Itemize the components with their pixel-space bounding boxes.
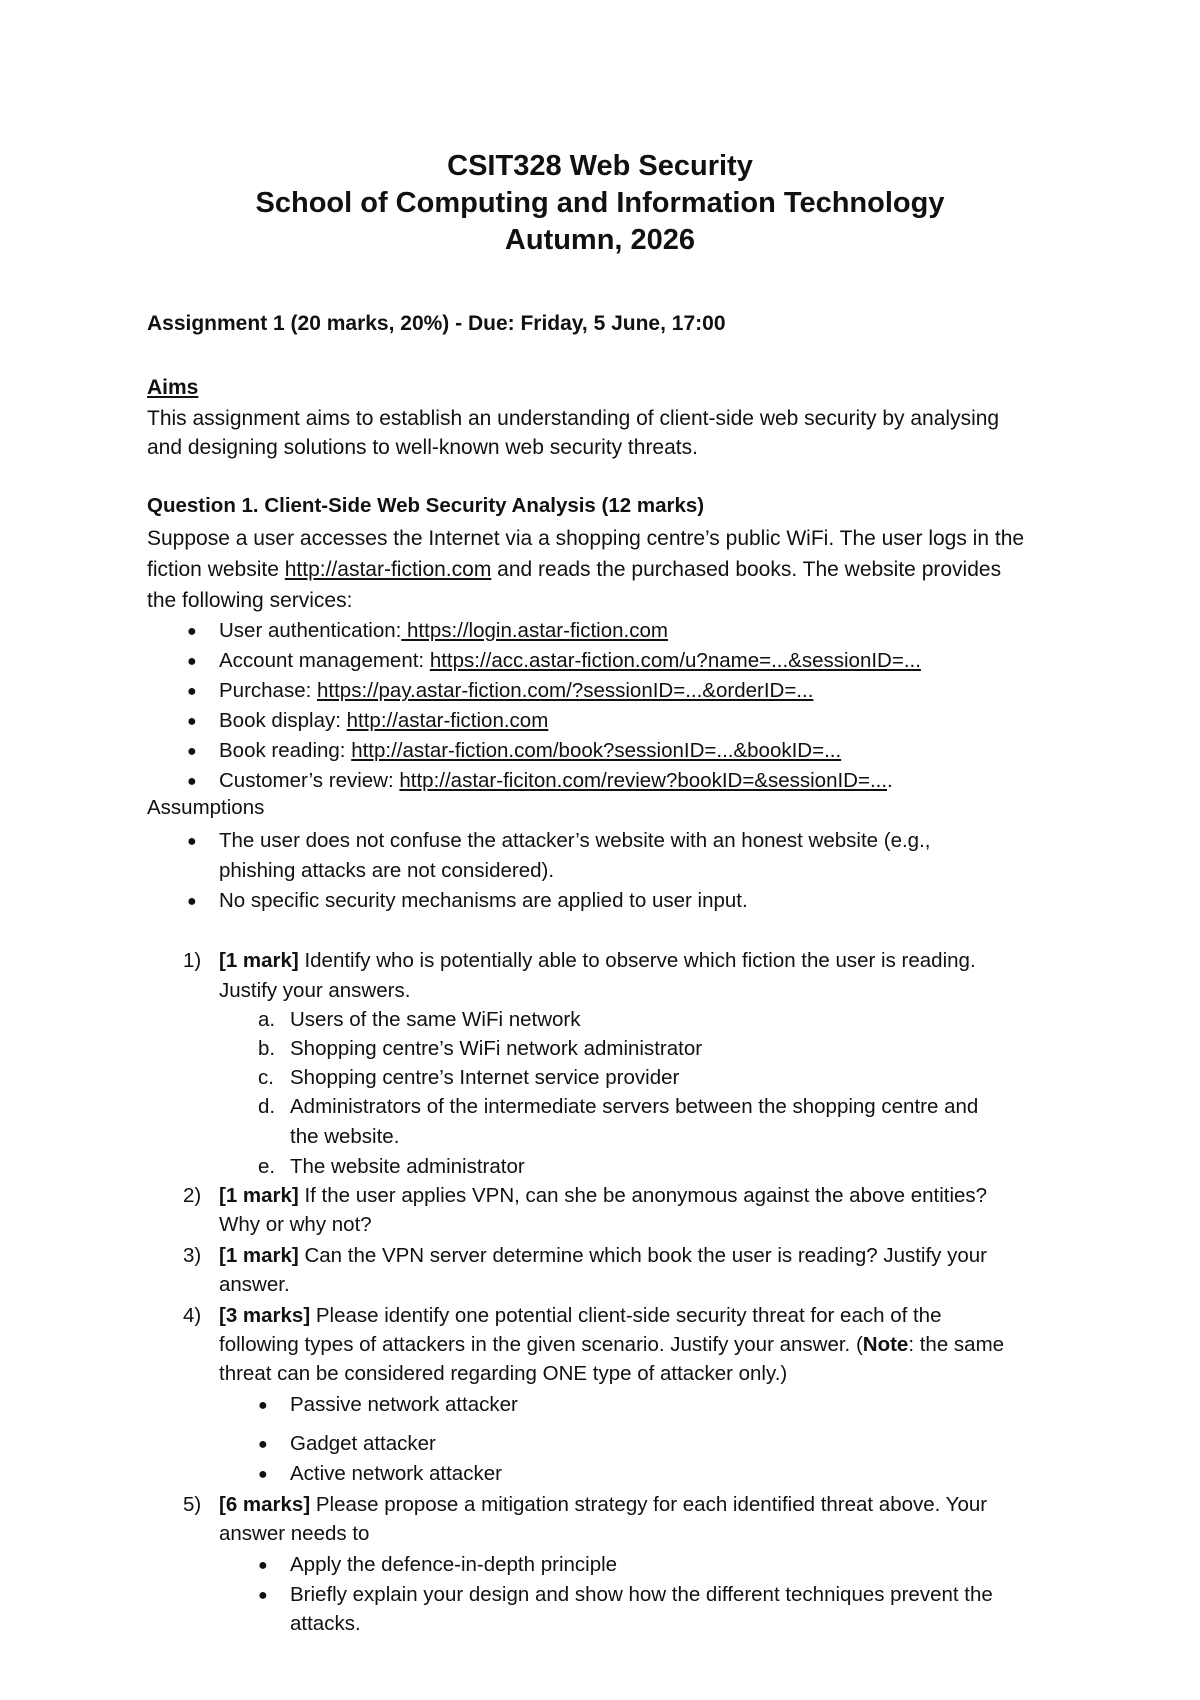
item-text-cont: answer needs to [219, 1522, 370, 1545]
bullet-icon: ● [187, 833, 197, 850]
session-title: Autumn, 2026 [504, 224, 696, 256]
aims-line-1: This assignment aims to establish an understanding of client-side web security by analysing [147, 407, 1000, 430]
bullet-icon: ● [187, 683, 197, 700]
bullet-icon: ● [187, 713, 197, 730]
item-number: 2) [183, 1184, 202, 1207]
intro-text: and reads the purchased books. The website provides [491, 558, 1002, 581]
item-text-cont: answer. [219, 1273, 290, 1296]
attacker-text: Passive network attacker [290, 1393, 518, 1416]
option-text: Administrators of the intermediate servers between the shopping centre and [290, 1095, 979, 1118]
service-suffix: . [887, 769, 893, 792]
service-label: Purchase: [219, 679, 317, 702]
requirement-text: Apply the defence-in-depth principle [290, 1553, 618, 1576]
service-link[interactable]: https://login.astar-fiction.com [401, 619, 668, 642]
bullet-icon: ● [258, 1466, 268, 1483]
service-link[interactable]: http://astar-fiction.com/book?sessionID=...&bookID=... [351, 739, 842, 762]
service-label: Account management: [219, 649, 430, 672]
item-text-cont: threat can be considered regarding ONE type of attacker only.) [219, 1362, 788, 1385]
assumption-text: No specific security mechanisms are applied to user input. [219, 889, 748, 912]
option-letter: d. [258, 1095, 276, 1118]
item-text: If the user applies VPN, can she be anonymous against the above entities? [298, 1184, 988, 1207]
question-intro-1: Suppose a user accesses the Internet via a shopping centre’s public WiFi. The user logs in the [147, 527, 1025, 550]
assumptions-label: Assumptions [147, 796, 265, 819]
assignment-title: Assignment 1 (20 marks, 20%) - Due: Friday, 5 June, 17:00 [147, 312, 726, 335]
bullet-icon: ● [258, 1557, 268, 1574]
option-text: Shopping centre’s Internet service provider [290, 1066, 680, 1089]
item-number: 4) [183, 1304, 202, 1327]
document-header [0, 148, 1200, 259]
bullet-icon: ● [258, 1587, 268, 1604]
course-title: CSIT328 Web Security [447, 150, 753, 182]
item-text: Please identify one potential client-side security threat for each of the [310, 1304, 942, 1327]
option-letter: c. [258, 1066, 274, 1089]
attacker-text: Gadget attacker [290, 1432, 436, 1455]
bullet-icon: ● [187, 773, 197, 790]
service-link[interactable]: http://astar-ficiton.com/review?bookID=&sessionID=... [399, 769, 888, 792]
requirement-text-cont: attacks. [290, 1612, 361, 1635]
item-number: 1) [183, 949, 202, 972]
option-letter: a. [258, 1008, 276, 1031]
requirement-text: Briefly explain your design and show how the different techniques prevent the [290, 1583, 993, 1606]
item-text-cont: Justify your answers. [219, 979, 411, 1002]
option-text: Users of the same WiFi network [290, 1008, 581, 1031]
bullet-icon: ● [258, 1397, 268, 1414]
bullet-icon: ● [187, 893, 197, 910]
question-heading: Question 1. Client-Side Web Security Analysis (12 marks) [147, 494, 705, 517]
item-marks: [3 marks] [219, 1304, 311, 1327]
item-marks: [1 mark] [219, 1244, 299, 1267]
attacker-text: Active network attacker [290, 1462, 502, 1485]
option-text: Shopping centre’s WiFi network administrator [290, 1037, 703, 1060]
assumption-item-cont: phishing attacks are not considered). [219, 859, 555, 882]
item-number: 5) [183, 1493, 202, 1516]
service-label: Book display: [219, 709, 347, 732]
intro-text: fiction website [147, 558, 285, 581]
fiction-site-link[interactable]: http://astar-fiction.com [284, 558, 492, 581]
question-intro-3: the following services: [147, 589, 353, 612]
item-marks: [6 marks] [219, 1493, 311, 1516]
item-text: Identify who is potentially able to observe which fiction the user is reading. [298, 949, 976, 972]
assumption-text: The user does not confuse the attacker’s website with an honest website (e.g., [219, 829, 931, 852]
item-marks: [1 mark] [219, 1184, 299, 1207]
item-text: Please propose a mitigation strategy for each identified threat above. Your [310, 1493, 988, 1516]
service-link[interactable]: https://acc.astar-fiction.com/u?name=...&sessionID=... [429, 649, 921, 672]
service-label: Customer’s review: [219, 769, 400, 792]
service-link[interactable]: http://astar-fiction.com [346, 709, 549, 732]
option-text-cont: the website. [290, 1125, 400, 1148]
item-number: 3) [183, 1244, 202, 1267]
bullet-icon: ● [187, 743, 197, 760]
item-text: : the same [908, 1333, 1005, 1356]
aims-heading: Aims [147, 376, 199, 399]
school-title: School of Computing and Information Technology [255, 187, 945, 219]
option-text: The website administrator [290, 1155, 525, 1178]
item-text: Can the VPN server determine which book the user is reading? Justify your [298, 1244, 987, 1267]
note-label: Note [862, 1333, 909, 1356]
aims-line-2: and designing solutions to well-known web security threats. [147, 436, 698, 459]
item-marks: [1 mark] [219, 949, 299, 972]
item-text-cont [219, 1330, 1004, 1360]
bullet-icon: ● [187, 653, 197, 670]
item-text-cont: Why or why not? [219, 1213, 372, 1236]
question-intro-2 [147, 554, 1001, 585]
service-label: User authentication: [219, 619, 402, 642]
option-letter: b. [258, 1037, 276, 1060]
bullet-icon: ● [258, 1436, 268, 1453]
service-label: Book reading: [219, 739, 352, 762]
item-text: following types of attackers in the given scenario. Justify your answer. ( [219, 1333, 863, 1356]
service-link[interactable]: https://pay.astar-fiction.com/?sessionID=...&orderID=... [317, 679, 814, 702]
bullet-icon: ● [187, 623, 197, 640]
option-letter: e. [258, 1155, 276, 1178]
